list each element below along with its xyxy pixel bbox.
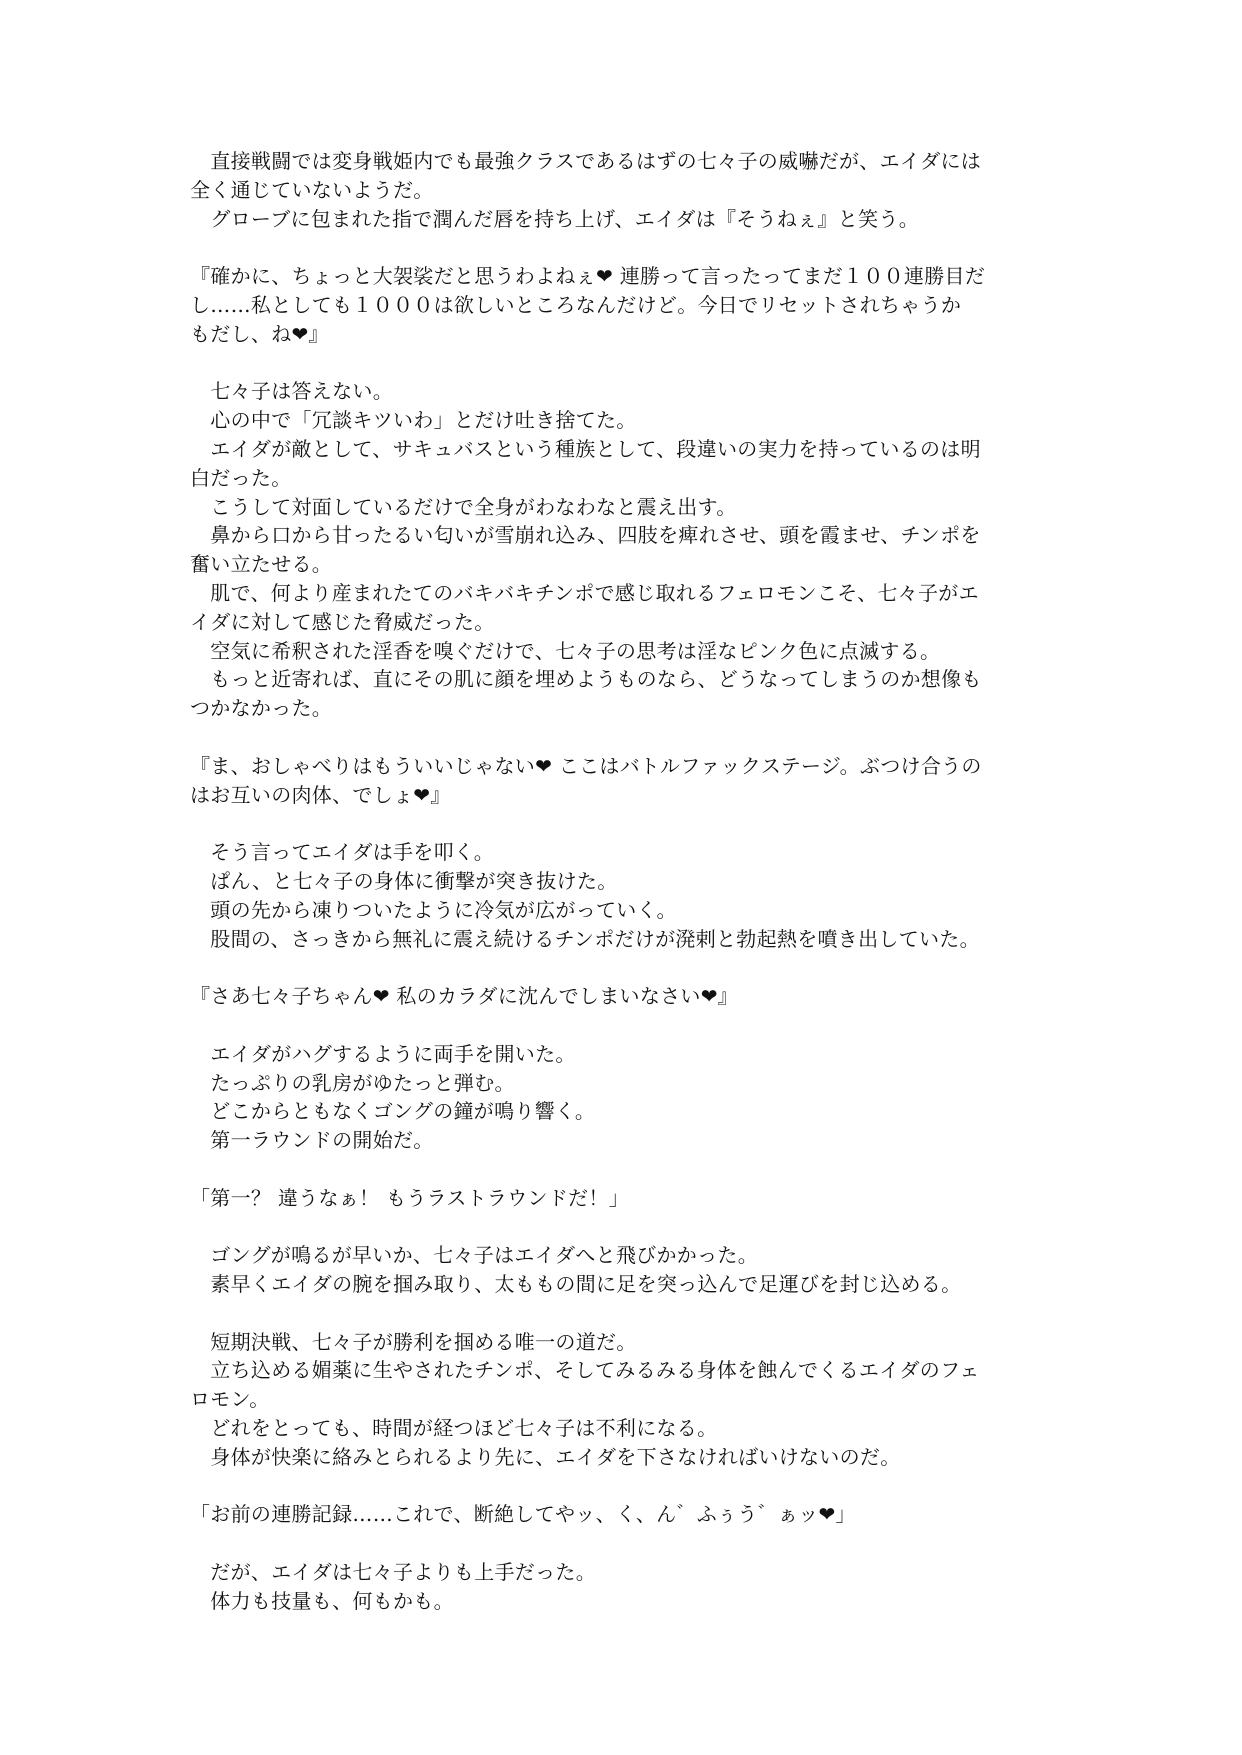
paragraph-gap — [190, 1155, 1070, 1184]
text-line: はお互いの肉体、でしょ❤』 — [190, 782, 451, 807]
text-line: 白だった。 — [190, 465, 292, 490]
text-line: 短期決戦、七々子が勝利を掴める唯一の道だ。 — [190, 1329, 637, 1354]
paragraph-gap — [190, 1472, 1070, 1501]
text-line: 「お前の連勝記録……これで、断絶してやッ、く、ん゛ふぅう゛ぁッ❤」 — [190, 1502, 856, 1527]
text-line: どこからともなくゴングの鐘が鳴り響く。 — [190, 1099, 596, 1124]
text-line: 鼻から口から甘ったるい匂いが雪崩れ込み、四肢を痺れさせ、頭を霞ませ、チンポを — [190, 523, 981, 548]
text-line: 身体が快楽に絡みとられるより先に、エイダを下さなければいけないのだ。 — [190, 1444, 901, 1469]
paragraph-gap — [190, 723, 1070, 752]
paragraph-gap — [190, 349, 1070, 378]
text-line: つかなかった。 — [190, 696, 333, 721]
paragraph-gap — [190, 809, 1070, 838]
document-page — [190, 147, 1070, 1616]
text-line: 「第一？ 違うなぁ！ もうラストラウンドだ！」 — [190, 1185, 630, 1210]
text-line: 『確かに、ちょっと大袈裟だと思うわよねぇ❤ 連勝って言ったってまだ１００連勝目だ — [190, 264, 986, 289]
paragraph-gap — [190, 1529, 1070, 1558]
text-line: もっと近寄れば、直にその肌に顔を埋めようものなら、どうなってしまうのか想像も — [190, 667, 982, 692]
text-line: たっぷりの乳房がゆたっと弾む。 — [190, 1070, 515, 1095]
text-line: そう言ってエイダは手を叩く。 — [190, 840, 495, 865]
text-line: 素早くエイダの腕を掴み取り、太ももの間に足を突っ込んで足運びを封じ込める。 — [190, 1272, 962, 1297]
text-line: ぱん、と七々子の身体に衝撃が突き抜けた。 — [190, 868, 618, 893]
paragraph-gap — [190, 233, 1070, 262]
text-line: ロモン。 — [190, 1387, 270, 1412]
text-line: エイダがハグするように両手を開いた。 — [190, 1041, 576, 1066]
text-line: 『ま、おしゃべりはもういいじゃない❤ ここはバトルファックステージ。ぶつけ合うの — [190, 753, 982, 778]
text-line: 『さあ七々子ちゃん❤ 私のカラダに沈んでしまいなさい❤』 — [190, 984, 739, 1009]
text-line: 奮い立たせる。 — [190, 552, 333, 577]
paragraph-gap — [190, 1011, 1070, 1040]
paragraph-gap — [190, 953, 1070, 982]
text-line: 心の中で「冗談キツいわ」とだけ吐き捨てた。 — [190, 408, 637, 433]
text-line: ゴングが鳴るが早いか、七々子はエイダへと飛びかかった。 — [190, 1243, 758, 1268]
text-line: 立ち込める媚薬に生やされたチンポ、そしてみるみる身体を蝕んでくるエイダのフェ — [190, 1358, 980, 1383]
text-line: どれをとっても、時間が経つほど七々子は不利になる。 — [190, 1416, 718, 1441]
text-line: 股間の、さっきから無礼に震え続けるチンポだけが溌剌と勃起熱を噴き出していた。 — [190, 926, 980, 951]
text-line: 全く通じていないようだ。 — [190, 177, 434, 202]
text-line: グローブに包まれた指で潤んだ唇を持ち上げ、エイダは『そうねぇ』と笑う。 — [190, 206, 919, 231]
text-line: 空気に希釈された淫香を嗅ぐだけで、七々子の思考は淫なピンク色に点滅する。 — [190, 638, 941, 663]
text-line: 頭の先から凍りついたように冷気が広がっていく。 — [190, 897, 677, 922]
text-line: 七々子は答えない。 — [190, 379, 393, 404]
text-line: イダに対して感じた脅威だった。 — [190, 609, 495, 634]
text-line: 直接戦闘では変身戦姫内でも最強クラスであるはずの七々子の威嚇だが、エイダには — [190, 149, 982, 173]
paragraph-gap — [190, 1212, 1070, 1241]
paragraph-gap — [190, 1299, 1070, 1328]
text-line: 体力も技量も、何もかも。 — [190, 1588, 454, 1613]
text-line: こうして対面しているだけで全身がわなわなと震え出す。 — [190, 494, 737, 519]
text-line: エイダが敵として、サキュバスという種族として、段違いの実力を持っているのは明 — [190, 436, 981, 461]
text-line: 肌で、何より産まれたてのバキバキチンポで感じ取れるフェロモンこそ、七々子がエ — [190, 580, 979, 605]
text-line: もだし、ね❤』 — [190, 321, 329, 346]
text-line: だが、エイダは七々子よりも上手だった。 — [190, 1560, 596, 1585]
text-line: 第一ラウンドの開始だ。 — [190, 1128, 434, 1153]
text-line: し……私としても１０００は欲しいところなんだけど。今日でリセットされちゃうか — [190, 292, 962, 317]
